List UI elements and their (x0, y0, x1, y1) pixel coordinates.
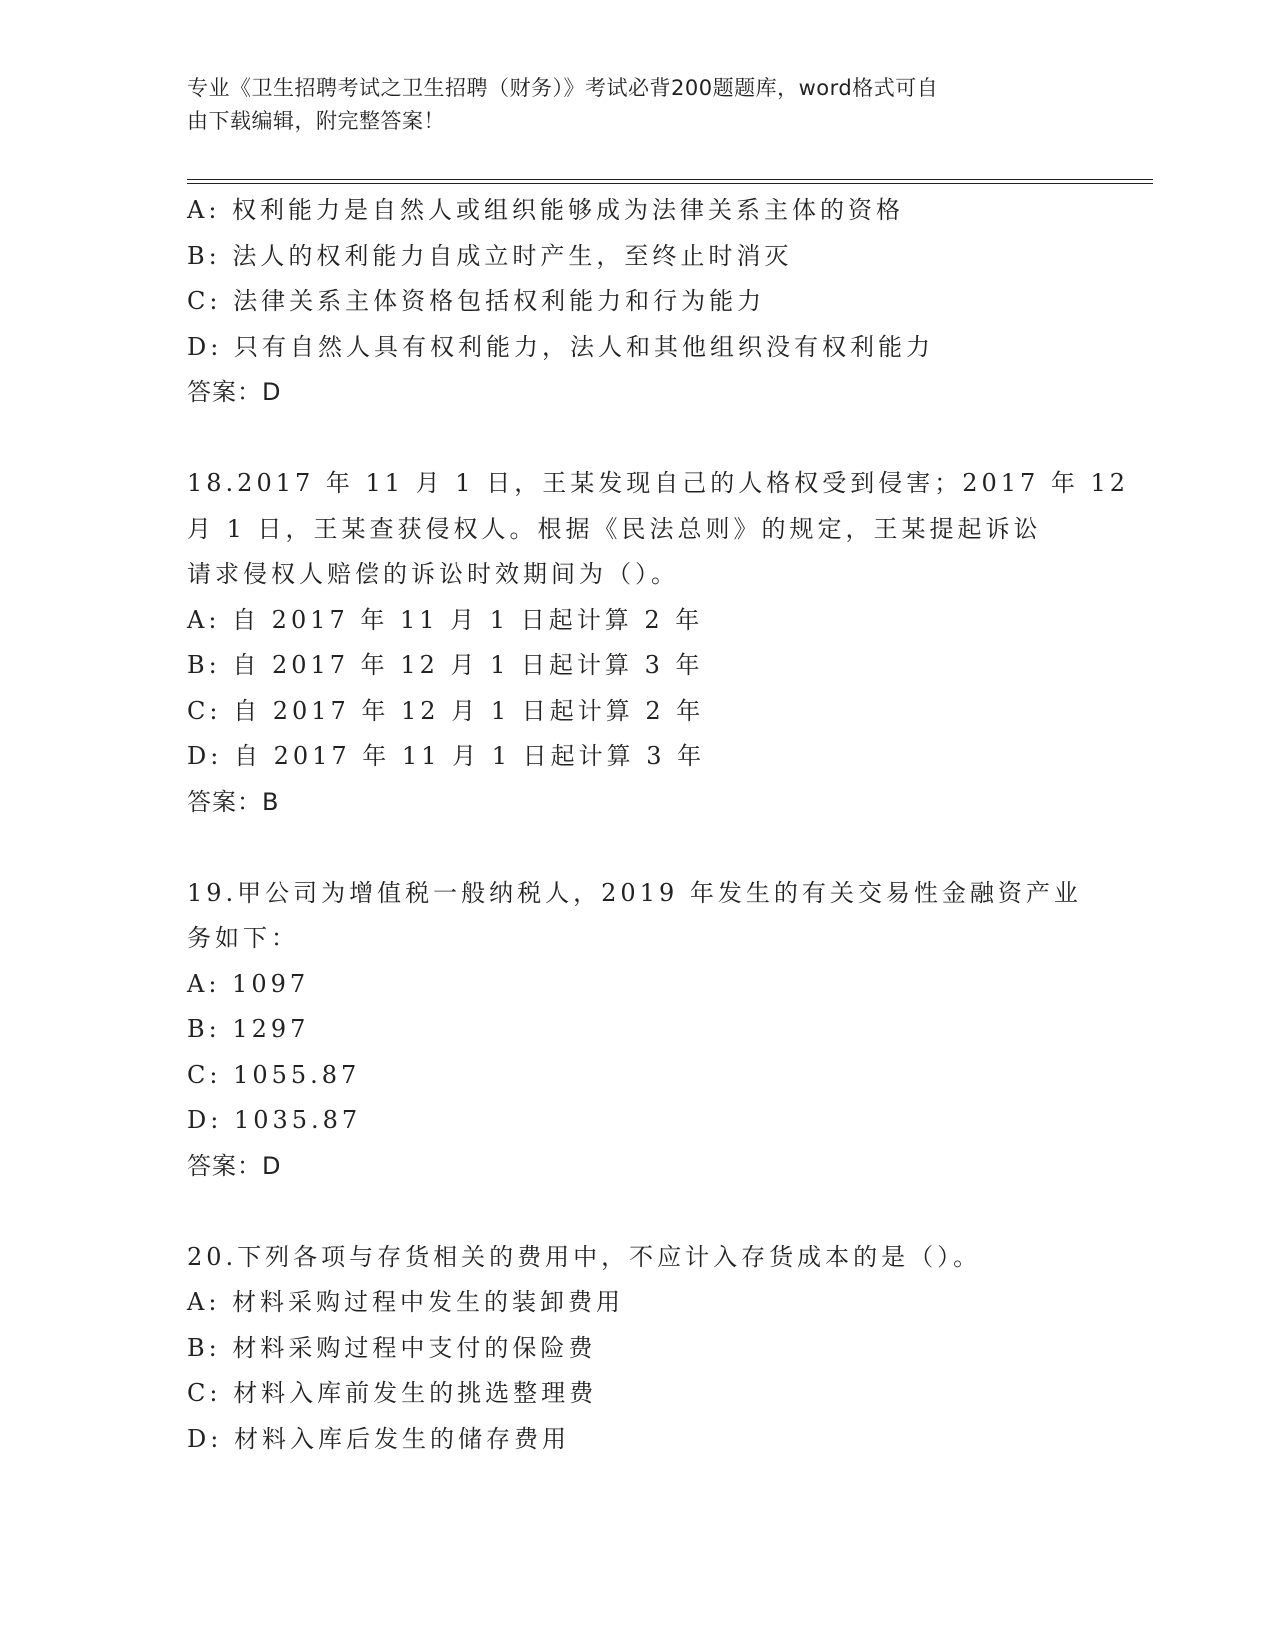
option-b: B: 材料采购过程中支付的保险费 (187, 1333, 597, 1362)
option-a: A: 权利能力是自然人或组织能够成为法律关系主体的资格 (187, 196, 905, 224)
question-19 (187, 871, 1127, 1190)
option-a: A: 材料采购过程中发生的装卸费用 (187, 1288, 625, 1316)
document-header (187, 72, 1067, 138)
option-a: A: 自 2017 年 11 月 1 日起计算 2 年 (187, 605, 704, 634)
spacer (187, 825, 1127, 871)
option-b: B: 法人的权利能力自成立时产生，至终止时消灭 (187, 241, 793, 270)
question-stem-line: 请求侵权人赔偿的诉讼时效期间为（）。 (187, 560, 679, 588)
header-line-1: 专业《卫生招聘考试之卫生招聘（财务）》考试必背200题题库，word格式可自 (187, 76, 939, 100)
question-stem-line: 月 1 日，王某查获侵权人。根据《民法总则》的规定，王某提起诉讼 (187, 514, 1042, 543)
option-d: D: 材料入库后发生的储存费用 (187, 1424, 570, 1453)
option-c: C: 1055.87 (187, 1060, 361, 1089)
option-b: B: 1297 (187, 1015, 310, 1043)
header-divider-bottom (187, 183, 1153, 184)
option-d: D: 自 2017 年 11 月 1 日起计算 3 年 (187, 742, 706, 770)
question-stem-line: 18.2017 年 11 月 1 日，王某发现自己的人格权受到侵害；2017 年 12 (187, 469, 1130, 497)
option-c: C: 材料入库前发生的挑选整理费 (187, 1379, 598, 1407)
answer: 答案：D (187, 1151, 282, 1180)
header-divider-top (187, 179, 1153, 180)
option-c: C: 法律关系主体资格包括权利能力和行为能力 (187, 287, 766, 315)
spacer (187, 416, 1127, 462)
question-stem-line: 19.甲公司为增值税一般纳税人，2019 年发生的有关交易性金融资产业 (187, 878, 1082, 907)
question-stem-line: 20.下列各项与存货相关的费用中，不应计入存货成本的是（）。 (187, 1242, 982, 1271)
question-list (187, 188, 1130, 1462)
answer: 答案：D (187, 378, 282, 406)
answer: 答案：B (187, 787, 280, 816)
question-stem-line: 务如下： (187, 924, 299, 952)
question-18 (187, 461, 1130, 825)
option-d: D: 1035.87 (187, 1106, 362, 1134)
spacer (187, 1189, 1127, 1235)
question-20 (187, 1235, 1127, 1463)
question-17 (187, 188, 1127, 416)
header-line-2: 由下载编辑，附完整答案！ (187, 109, 445, 133)
option-b: B: 自 2017 年 12 月 1 日起计算 3 年 (187, 651, 704, 679)
option-a: A: 1097 (187, 969, 310, 998)
option-c: C: 自 2017 年 12 月 1 日起计算 2 年 (187, 696, 705, 725)
option-d: D: 只有自然人具有权利能力，法人和其他组织没有权利能力 (187, 332, 934, 361)
